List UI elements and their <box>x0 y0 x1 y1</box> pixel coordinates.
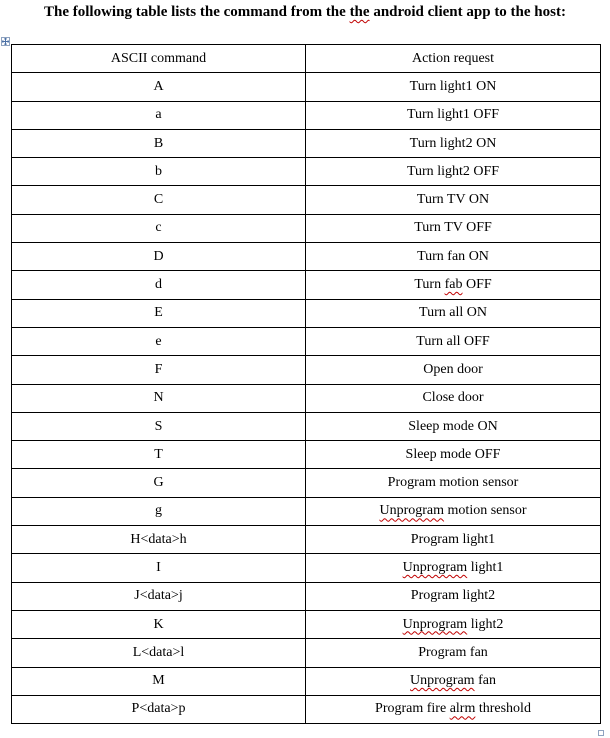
action-request-cell <box>306 667 601 695</box>
action-word: light2 <box>439 135 473 151</box>
action-word: sensor <box>490 503 527 519</box>
ascii-command-cell: B <box>12 129 306 157</box>
action-word: Sleep <box>408 418 440 434</box>
table-row <box>12 497 601 525</box>
action-word: TV <box>444 220 463 236</box>
table-row <box>12 384 601 412</box>
action-word: ON <box>477 418 498 434</box>
action-word: Program <box>375 701 424 717</box>
action-word: sensor <box>482 475 519 491</box>
action-word: TV <box>446 192 466 208</box>
action-word: Turn <box>406 107 434 123</box>
action-word: Program <box>387 475 436 491</box>
action-word: Turn <box>409 135 437 151</box>
ascii-command-cell: J<data>j <box>12 582 306 610</box>
action-word: OFF <box>473 163 500 179</box>
action-request-cell <box>306 101 601 129</box>
action-word: Turn <box>417 248 444 264</box>
ascii-command-cell: b <box>12 158 306 186</box>
action-request-cell <box>306 73 601 101</box>
ascii-command-cell: T <box>12 441 306 469</box>
action-word: all <box>446 333 461 349</box>
action-word: light1 <box>439 78 473 94</box>
spellcheck-flagged-word: Unprogram <box>402 559 468 575</box>
action-word: mode <box>442 418 474 434</box>
action-word: Program <box>418 644 467 660</box>
table-row <box>12 469 601 497</box>
action-word: light2 <box>437 163 470 179</box>
action-word: Open <box>423 361 454 377</box>
command-table <box>11 44 601 724</box>
action-word: fan <box>478 673 496 689</box>
ascii-command-cell: I <box>12 554 306 582</box>
action-word: Turn <box>419 305 446 321</box>
caption-flagged-word: the <box>349 4 370 20</box>
action-request-cell <box>306 214 601 242</box>
action-request-cell <box>306 412 601 440</box>
ascii-command-cell: c <box>12 214 306 242</box>
action-request-cell <box>306 299 601 327</box>
action-word: ON <box>476 135 497 151</box>
action-request-cell <box>306 271 601 299</box>
action-word: ON <box>468 248 489 264</box>
ascii-command-cell: F <box>12 356 306 384</box>
table-row <box>12 667 601 695</box>
action-word: Turn <box>416 192 444 208</box>
action-word: Turn <box>414 277 442 293</box>
action-word: Turn <box>416 333 444 349</box>
action-request-cell <box>306 526 601 554</box>
action-word: OFF <box>466 220 492 236</box>
table-move-handle-icon[interactable] <box>1 37 10 46</box>
action-word: motion <box>447 503 488 519</box>
action-request-cell <box>306 582 601 610</box>
table-row <box>12 101 601 129</box>
action-request-cell <box>306 243 601 271</box>
action-request-cell <box>306 384 601 412</box>
caption-text-start: The following table lists the command from the <box>44 4 350 20</box>
table-resize-handle-icon[interactable] <box>598 730 604 736</box>
ascii-command-cell: H<data>h <box>12 526 306 554</box>
ascii-command-cell: g <box>12 497 306 525</box>
action-word: light1 <box>470 559 504 575</box>
action-word: Program <box>410 531 460 547</box>
table-row <box>12 582 601 610</box>
action-word: Turn <box>414 220 441 236</box>
action-word: ON <box>468 192 490 208</box>
header-action-request: Action request <box>306 45 601 73</box>
table-row <box>12 526 601 554</box>
action-word: fan <box>469 644 488 660</box>
action-request-cell <box>306 129 601 157</box>
action-request-cell <box>306 356 601 384</box>
ascii-command-cell: A <box>12 73 306 101</box>
action-word: Program <box>410 588 460 604</box>
ascii-command-cell: S <box>12 412 306 440</box>
action-request-cell <box>306 695 601 723</box>
table-row <box>12 243 601 271</box>
table-row <box>12 356 601 384</box>
ascii-command-cell: P<data>p <box>12 695 306 723</box>
action-word: OFF <box>464 333 490 349</box>
table-header-row <box>12 45 601 73</box>
action-word: light2 <box>462 588 496 604</box>
action-word: ON <box>476 78 497 94</box>
spellcheck-flagged-word: Unprogram <box>410 673 475 689</box>
action-word: fan <box>447 248 466 264</box>
action-word: light1 <box>437 107 470 123</box>
table-row <box>12 441 601 469</box>
ascii-command-cell: D <box>12 243 306 271</box>
action-word: door <box>457 361 483 377</box>
action-word: threshold <box>478 701 531 717</box>
spellcheck-flagged-word: Unprogram <box>402 616 468 632</box>
ascii-command-cell: K <box>12 610 306 638</box>
ascii-command-cell: d <box>12 271 306 299</box>
action-request-cell <box>306 639 601 667</box>
ascii-command-cell: C <box>12 186 306 214</box>
table-row <box>12 73 601 101</box>
ascii-command-cell: M <box>12 667 306 695</box>
spellcheck-flagged-word: Unprogram <box>379 503 445 519</box>
ascii-command-cell: L<data>l <box>12 639 306 667</box>
ascii-command-cell: a <box>12 101 306 129</box>
table-row <box>12 639 601 667</box>
table-row <box>12 695 601 723</box>
table-row <box>12 412 601 440</box>
table-row <box>12 610 601 638</box>
ascii-command-cell: N <box>12 384 306 412</box>
table-caption <box>0 4 610 21</box>
spellcheck-flagged-word: fab <box>444 277 463 293</box>
action-word: OFF <box>473 107 500 123</box>
action-word: Sleep <box>405 446 437 462</box>
ascii-command-cell: G <box>12 469 306 497</box>
action-word: light2 <box>470 616 504 632</box>
action-request-cell <box>306 441 601 469</box>
action-word: ON <box>466 305 487 321</box>
table-row <box>12 214 601 242</box>
action-word: mode <box>440 446 472 462</box>
action-word: Close <box>422 390 455 406</box>
table-row <box>12 554 601 582</box>
action-request-cell <box>306 327 601 355</box>
action-word: OFF <box>465 277 492 293</box>
action-word: motion <box>439 475 480 491</box>
action-word: OFF <box>474 446 501 462</box>
table-row <box>12 299 601 327</box>
caption-text-end: android client app to the host: <box>369 4 566 20</box>
table-row <box>12 327 601 355</box>
action-request-cell <box>306 186 601 214</box>
table-row <box>12 271 601 299</box>
action-word: door <box>457 390 484 406</box>
spellcheck-flagged-word: alrm <box>449 701 476 717</box>
action-word: fire <box>426 701 447 717</box>
action-word: all <box>449 305 464 321</box>
table-row <box>12 158 601 186</box>
action-request-cell <box>306 554 601 582</box>
action-request-cell <box>306 469 601 497</box>
action-request-cell <box>306 610 601 638</box>
action-word: Turn <box>409 78 437 94</box>
table-row <box>12 186 601 214</box>
action-word: Turn <box>406 163 434 179</box>
action-request-cell <box>306 158 601 186</box>
ascii-command-cell: E <box>12 299 306 327</box>
table-row <box>12 129 601 157</box>
ascii-command-cell: e <box>12 327 306 355</box>
header-ascii-command: ASCII command <box>12 45 306 73</box>
action-word: light1 <box>462 531 496 547</box>
action-request-cell <box>306 497 601 525</box>
